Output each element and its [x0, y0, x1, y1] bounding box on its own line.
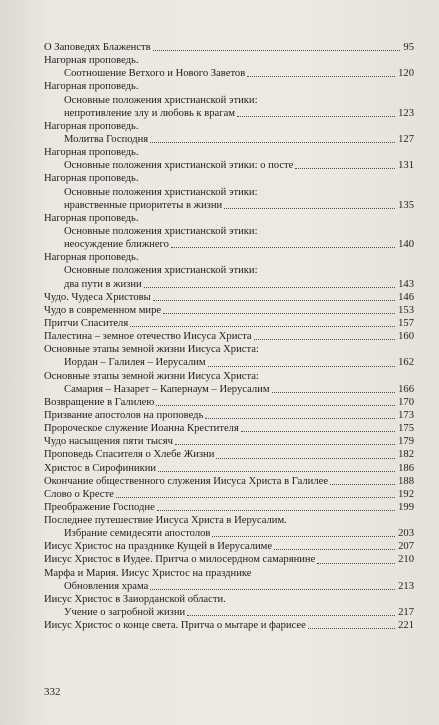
toc-entry-title: Марфа и Мария. Иисус Христос на празднике: [44, 567, 252, 579]
toc-entry-title: О Заповедях Блаженств: [44, 42, 151, 53]
toc-entry-page: 179: [398, 436, 414, 448]
toc-entry: [44, 278, 414, 291]
toc-entry: [44, 580, 414, 593]
toc-leader-dots: [116, 497, 395, 498]
toc-entry-title: Самария – Назарет – Капернаум – Иерусалим: [64, 383, 270, 395]
toc-entry-title: Палестина – земное отечество Иисуса Христа: [44, 331, 252, 343]
toc-entry: [44, 80, 414, 93]
toc-entry: [44, 146, 414, 159]
toc-entry-title: Преображение Господне: [44, 501, 155, 513]
toc-leader-dots: [171, 247, 395, 248]
toc-entry-page: 153: [398, 304, 414, 316]
toc-entry-title: Слово о Кресте: [44, 488, 114, 500]
toc-leader-dots: [212, 536, 395, 537]
toc-entry: [44, 448, 414, 461]
toc-entry-title: Призвание апостолов на проповедь: [44, 409, 204, 421]
toc-entry-title: Нагорная проповедь.: [44, 81, 139, 93]
toc-entry-page: 146: [398, 291, 414, 303]
toc-leader-dots: [317, 563, 395, 564]
toc-leader-dots: [158, 471, 395, 472]
toc-entry: [44, 159, 414, 172]
toc-entry: [44, 435, 414, 448]
toc-entry-title: Нагорная проповедь.: [44, 173, 139, 185]
toc-entry-page: 95: [403, 42, 414, 53]
toc-entry: [44, 304, 414, 317]
toc-entry-page: 199: [398, 501, 414, 513]
toc-leader-dots: [153, 50, 400, 51]
toc-entry-title: Притчи Спасителя: [44, 317, 129, 329]
toc-leader-dots: [208, 366, 395, 367]
toc-entry-page: 131: [398, 160, 414, 172]
toc-entry: [44, 212, 414, 225]
toc-entry-page: 188: [398, 475, 414, 487]
toc-entry: [44, 527, 414, 540]
toc-leader-dots: [157, 510, 395, 511]
toc-entry-title: Нагорная проповедь.: [44, 252, 139, 264]
toc-leader-dots: [156, 405, 395, 406]
toc-entry-title: Последнее путешествие Иисуса Христа в Иерусалим.: [44, 515, 287, 527]
toc-leader-dots: [224, 208, 395, 209]
toc-entry-title: Иисус Христос в Заиорданской области.: [44, 593, 226, 605]
toc-entry: [44, 383, 414, 396]
toc-entry-page: 207: [398, 541, 414, 553]
toc-entry-title: Соотношение Ветхого и Нового Заветов: [64, 68, 246, 80]
toc-leader-dots: [241, 431, 395, 432]
toc-entry-title: Возвращение в Галилею: [44, 396, 155, 408]
toc-entry: [44, 606, 414, 619]
toc-entry-title: Основные положения христианской этики:: [64, 225, 258, 237]
toc-entry: [44, 94, 414, 107]
toc-entry: [44, 225, 414, 238]
toc-entry-title: Нагорная проповедь.: [44, 55, 139, 67]
toc-leader-dots: [295, 168, 395, 169]
toc-leader-dots: [330, 484, 395, 485]
toc-entry-page: 192: [398, 488, 414, 500]
toc-entry: [44, 422, 414, 435]
toc-entry-title: Учение о загробной жизни: [64, 607, 186, 619]
toc-entry-title: Христос в Сирофиникии: [44, 462, 157, 474]
toc-entry-title: Основные положения христианской этики:: [64, 265, 258, 277]
table-of-contents: [44, 41, 414, 632]
toc-leader-dots: [153, 300, 395, 301]
toc-entry-page: 173: [398, 409, 414, 421]
toc-entry: [44, 54, 414, 67]
toc-entry-page: 120: [398, 68, 414, 80]
toc-leader-dots: [205, 418, 395, 419]
toc-entry: [44, 251, 414, 264]
toc-entry: [44, 291, 414, 304]
toc-entry: [44, 67, 414, 80]
toc-entry-page: 127: [398, 133, 414, 145]
toc-entry: [44, 488, 414, 501]
toc-entry-title: Иисус Христос о конце света. Притча о мытаре и фарисее: [44, 620, 306, 632]
page-number: 332: [44, 686, 61, 698]
toc-entry: [44, 41, 414, 54]
toc-entry: [44, 462, 414, 475]
toc-entry-title: Обновления храма: [64, 580, 149, 592]
toc-entry: [44, 186, 414, 199]
toc-entry-title: Нагорная проповедь.: [44, 120, 139, 132]
toc-entry: [44, 593, 414, 606]
toc-leader-dots: [150, 589, 395, 590]
toc-entry: [44, 409, 414, 422]
toc-entry: [44, 133, 414, 146]
toc-entry-title: непротивление злу и любовь к врагам: [64, 107, 235, 119]
toc-entry-title: нравственные приоритеты в жизни: [64, 199, 223, 211]
toc-entry-page: 221: [398, 620, 414, 632]
toc-entry: [44, 330, 414, 343]
toc-entry-title: Основные этапы земной жизни Иисуса Христа:: [44, 370, 259, 382]
toc-entry: [44, 264, 414, 277]
toc-leader-dots: [187, 615, 395, 616]
toc-entry-title: Молитва Господня: [64, 133, 149, 145]
toc-entry: [44, 501, 414, 514]
toc-entry-page: 217: [398, 607, 414, 619]
toc-leader-dots: [150, 142, 395, 143]
toc-entry-title: Чудо. Чудеса Христовы: [44, 291, 151, 303]
toc-leader-dots: [130, 326, 395, 327]
toc-entry-title: Иисус Христос в Иудее. Притча о милосердном самарянине: [44, 554, 316, 566]
toc-entry-title: два пути в жизни: [64, 278, 142, 290]
toc-entry-page: 213: [398, 580, 414, 592]
toc-entry-title: Избрание семидесяти апостолов: [64, 528, 211, 540]
toc-leader-dots: [272, 392, 395, 393]
toc-entry-page: 175: [398, 423, 414, 435]
toc-entry: [44, 370, 414, 383]
toc-entry-page: 140: [398, 239, 414, 251]
toc-entry: [44, 317, 414, 330]
toc-entry-title: Основные положения христианской этики:: [64, 94, 258, 106]
toc-entry-page: 123: [398, 107, 414, 119]
toc-entry-page: 186: [398, 462, 414, 474]
toc-entry: [44, 540, 414, 553]
toc-entry-page: 182: [398, 449, 414, 461]
toc-entry-page: 135: [398, 199, 414, 211]
toc-leader-dots: [175, 444, 395, 445]
toc-entry-page: 162: [398, 357, 414, 369]
toc-entry-page: 143: [398, 278, 414, 290]
toc-entry: [44, 514, 414, 527]
toc-entry: [44, 356, 414, 369]
toc-entry: [44, 553, 414, 566]
toc-entry-page: 160: [398, 331, 414, 343]
toc-entry-title: Основные положения христианской этики:: [64, 186, 258, 198]
toc-leader-dots: [163, 313, 395, 314]
toc-entry-title: Основные этапы земной жизни Иисуса Христа:: [44, 344, 259, 356]
toc-entry: [44, 619, 414, 632]
toc-leader-dots: [274, 549, 395, 550]
toc-entry: [44, 343, 414, 356]
toc-entry: [44, 567, 414, 580]
toc-entry: [44, 172, 414, 185]
toc-entry-page: 166: [398, 383, 414, 395]
toc-entry-title: Пророческое служение Иоанна Крестителя: [44, 423, 239, 435]
toc-leader-dots: [254, 339, 395, 340]
toc-leader-dots: [308, 628, 395, 629]
toc-entry-title: Иисус Христос на празднике Кущей в Иерусалиме: [44, 541, 273, 553]
toc-entry-page: 157: [398, 317, 414, 329]
toc-entry: [44, 396, 414, 409]
toc-leader-dots: [144, 287, 395, 288]
toc-leader-dots: [237, 116, 395, 117]
toc-leader-dots: [216, 458, 395, 459]
toc-entry: [44, 475, 414, 488]
toc-leader-dots: [247, 76, 395, 77]
toc-entry-title: Нагорная проповедь.: [44, 212, 139, 224]
toc-entry-page: 210: [398, 554, 414, 566]
toc-entry-title: Чудо насыщения пяти тысяч: [44, 436, 173, 448]
toc-entry-title: Нагорная проповедь.: [44, 147, 139, 159]
toc-entry: [44, 120, 414, 133]
toc-entry-page: 170: [398, 396, 414, 408]
toc-entry: [44, 199, 414, 212]
toc-entry-title: Чудо в современном мире: [44, 304, 162, 316]
toc-entry-title: Иордан – Галилея – Иерусалим: [64, 357, 206, 369]
toc-entry-page: 203: [398, 528, 414, 540]
toc-entry: [44, 107, 414, 120]
toc-entry: [44, 238, 414, 251]
toc-entry-title: Проповедь Спасителя о Хлебе Жизни: [44, 449, 215, 461]
toc-entry-title: Окончание общественного служения Иисуса Христа в Галилее: [44, 475, 329, 487]
toc-entry-title: неосуждение ближнего: [64, 239, 169, 251]
toc-entry-title: Основные положения христианской этики: о посте: [64, 160, 294, 172]
